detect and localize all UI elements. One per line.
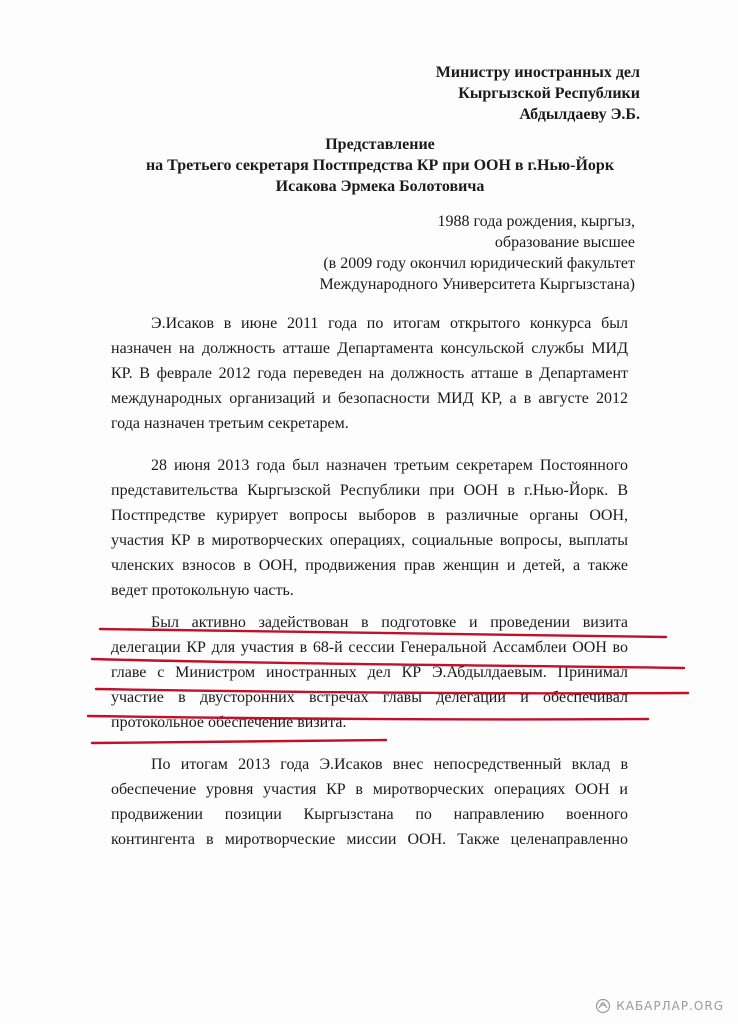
watermark-text: КАБАРЛАР.ORG [616,999,724,1013]
paragraph-line: 28 июня 2013 года был назначен третьим секретарем Постоянного [151,457,628,474]
title-line: Представление [325,136,435,153]
paragraph-line: По итогам 2013 года Э.Исаков внес непосредственный вклад в [151,756,628,773]
paragraph-line: международных организаций и безопасности МИД КР, а в августе 2012 [111,390,628,407]
watermark-logo-icon [595,998,611,1014]
paragraph-line: ведет протокольную часть. [111,582,294,599]
title-line: Исакова Эрмека Болотовича [275,178,485,195]
paragraph-2 [111,453,628,603]
bio-line: 1988 года рождения, кыргыз, [437,213,635,230]
paragraph-line: представительства Кыргызской Республики при ООН в г.Нью-Йорк. В [111,482,628,499]
paragraph-line: продвижении позиции Кыргызстана по направлению военного [111,806,628,823]
paragraph-3-highlighted [111,610,628,735]
paragraph-1 [111,311,628,436]
title-line: на Третьего секретаря Постпредства КР при ООН в г.Нью-Йорк [145,157,615,174]
paragraph-line: делегации КР для участия в 68-й сессии Генеральной Ассамблеи ООН во [111,639,628,656]
bio-line: образование высшее [494,234,635,251]
paragraph-line: назначен на должность атташе Департамента консульской службы МИД [111,340,628,357]
paragraph-line: Э.Исаков в июне 2011 года по итогам открытого конкурса был [151,315,628,332]
paragraph-line: КР. В феврале 2012 года переведен на должность атташе в Департамент [111,365,628,382]
addressee-line: Абдылдаеву Э.Б. [519,106,640,123]
bio-block [320,211,635,295]
paragraph-line: главе с Министром иностранных дел КР Э.Абдылдаевым. Принимал [111,664,628,681]
bio-line: (в 2009 году окончил юридический факультет [323,255,635,272]
paragraph-line: членских взносов в ООН, продвижения прав женщин и детей, а также [111,557,628,574]
addressee-line: Кыргызской Республики [458,85,640,102]
site-watermark [595,998,724,1014]
paragraph-line: года назначен третьим секретарем. [111,415,349,432]
paragraph-line: Был активно задействован в подготовке и проведении визита [151,614,628,631]
addressee-line: Министру иностранных дел [435,64,640,81]
paragraph-4 [111,752,628,852]
red-underline-5 [92,740,386,743]
paragraph-line: участие в двусторонних встречах главы делегации и обеспечивал [111,689,628,706]
bio-line: Международного Университета Кыргызстана) [319,276,635,293]
paragraph-line: обеспечение уровня участия КР в миротворческих операциях ООН и [111,781,628,798]
paragraph-line: контингента в миротворческие миссии ООН. Также целенаправленно [111,831,628,848]
paragraph-line: участия КР в миротворческих операциях, социальные вопросы, выплаты [111,532,628,549]
paragraph-line: протокольное обеспечение визита. [111,714,347,731]
paragraph-line: Постпредстве курирует вопросы выборов в различные органы ООН, [111,507,628,524]
addressee-block [436,62,640,125]
document-title [100,134,660,197]
